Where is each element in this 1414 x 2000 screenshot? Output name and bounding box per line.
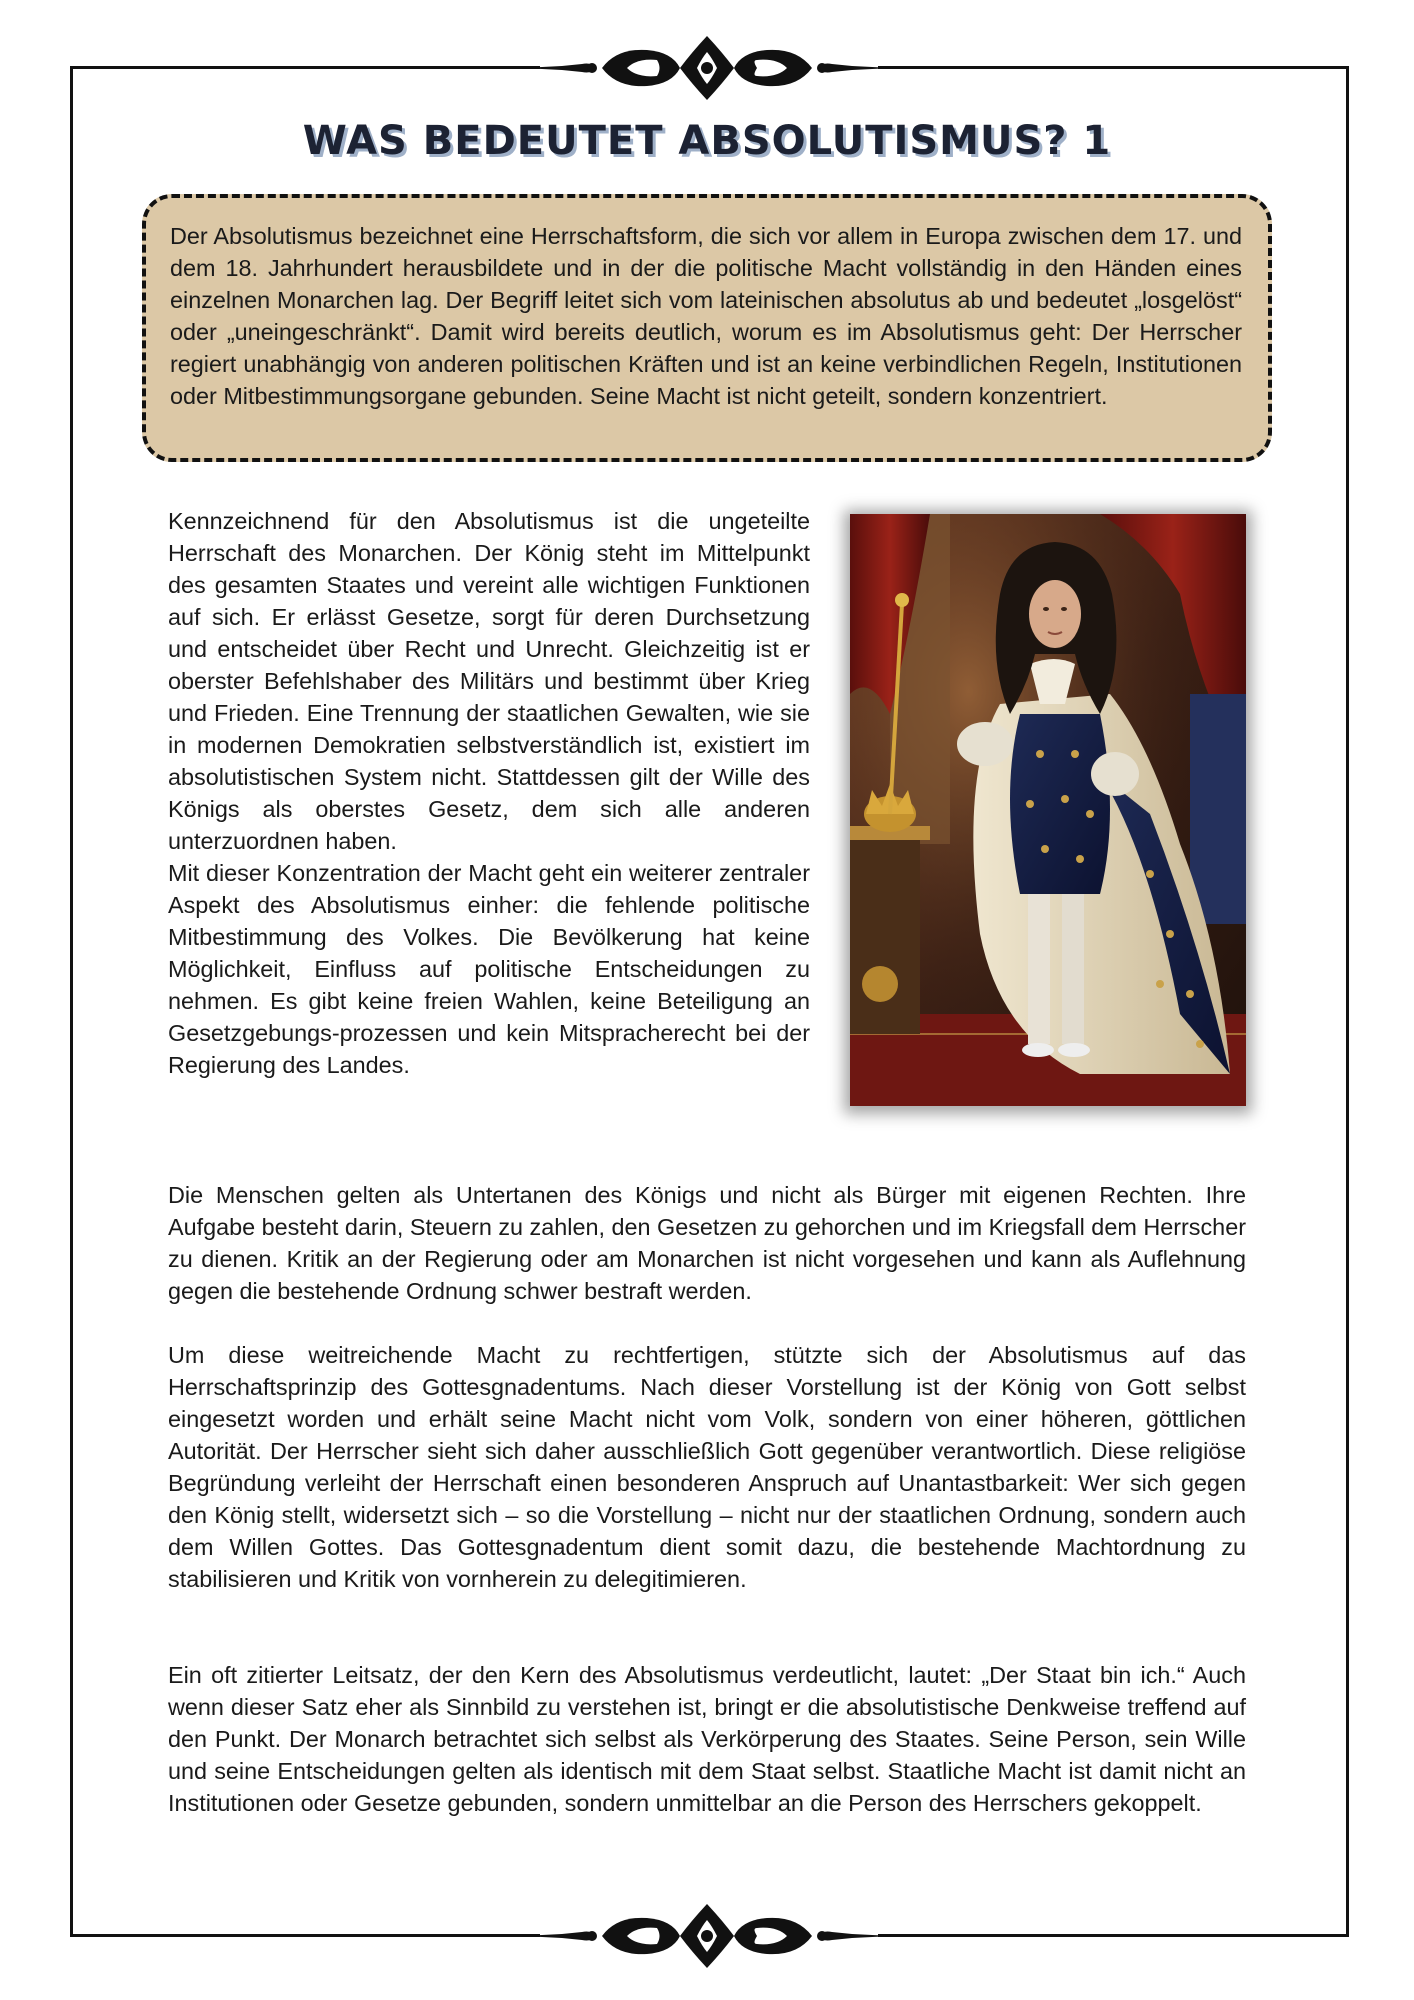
intro-text: Der Absolutismus bezeichnet eine Herrschaftsform, die sich vor allem in Europa zwischen dem 17. und dem 18. Jahrhundert herausbildete und in der die politische Macht vollständig in den Händen eines einzelnen Monarchen lag. Der Begriff leitet sich vom lateinischen absolutus ab und bedeutet „losgelöst“ oder „uneingeschränkt“. Damit wird bereits deutlich, worum es im Absolutismus geht: Der Herrscher regiert unabhängig von anderen politischen Kräften und ist an keine verbindlichen Regeln, Institutionen oder Mitbestimmungsorgane gebunden. Seine Macht ist nicht geteilt, sondern konzentriert. (170, 223, 1242, 409)
column-paragraph: Mit dieser Konzentration der Macht geht ein weiterer zentraler Aspekt des Absolutismus einher: die fehlende politische Mitbestimmung des Volkes. Die Bevölkerung hat keine Möglichkeit, Einfluss auf politische Entscheidungen zu nehmen. Es gibt keine freien Wahlen, keine Beteiligung an Gesetzgebungs-prozessen und kein Mitspracherecht bei der Regierung des Landes. (168, 860, 810, 1078)
king-portrait-image (850, 514, 1246, 1106)
paragraph: Ein oft zitierter Leitsatz, der den Kern des Absolutismus verdeutlicht, lautet: „Der Staat bin ich.“ Auch wenn dieser Satz eher als Sinnbild zu verstehen ist, bringt er die absolutistische Denkweise treffend auf den Punkt. Der Monarch betrachtet sich selbst als Verkörperung des Staates. Seine Person, sein Wille und seine Entscheidungen gelten als identisch mit dem Staat selbst. Staatliche Macht ist damit nicht an Institutionen oder Gesetze gebunden, sondern unmittelbar an die Person des Herrschers gekoppelt. (168, 1662, 1246, 1816)
frame-bottom-left (70, 1934, 540, 1937)
frame-top-right (878, 66, 1349, 69)
page-title: WAS BEDEUTET ABSOLUTISMUS? 1 (302, 118, 1112, 164)
frame-right (1346, 66, 1349, 1937)
baroque-flourish-icon (522, 28, 892, 108)
frame-top-left (70, 66, 540, 69)
frame-left (70, 66, 73, 1937)
king-portrait-illustration (850, 514, 1246, 1106)
paragraph: Die Menschen gelten als Untertanen des Königs und nicht als Bürger mit eigenen Rechten. Ihre Aufgabe besteht darin, Steuern zu zahlen, den Gesetzen zu gehorchen und im Kriegsfall dem Herrscher zu dienen. Kritik an der Regierung oder am Monarchen ist nicht vorgesehen und kann als Auflehnung gegen die bestehende Ordnung schwer bestraft werden. (168, 1182, 1246, 1304)
intro-box (142, 194, 1272, 462)
frame-bottom-right (878, 1934, 1349, 1937)
column-paragraph: Kennzeichnend für den Absolutismus ist die ungeteilte Herrschaft des Monarchen. Der König steht im Mittelpunkt des gesamten Staates und vereint alle wichtigen Funktionen auf sich. Er erlässt Gesetze, sorgt für deren Durchsetzung und entscheidet über Recht und Unrecht. Gleichzeitig ist er oberster Befehlshaber des Militärs und bestimmt über Krieg und Frieden. Eine Trennung der staatlichen Gewalten, wie sie in modernen Demokratien selbstverständlich ist, existiert im absolutistischen System nicht. Stattdessen gilt der Wille des Königs als oberstes Gesetz, dem sich alle anderen unterzuordnen haben. (168, 508, 810, 854)
column-text (168, 505, 810, 1081)
baroque-flourish-icon (522, 1896, 892, 1976)
paragraph: Um diese weitreichende Macht zu rechtfertigen, stützte sich der Absolutismus auf das Herrschaftsprinzip des Gottesgnadentums. Nach dieser Vorstellung ist der König von Gott selbst eingesetzt worden und erhält seine Macht nicht vom Volk, sondern von einer höheren, göttlichen Autorität. Der Herrscher sieht sich daher ausschließlich Gott gegenüber verantwortlich. Diese religiöse Begründung verleiht der Herrschaft einen besonderen Anspruch auf Unantastbarkeit: Wer sich gegen den König stellt, widersetzt sich – so die Vorstellung – nicht nur der staatlichen Ordnung, sondern auch dem Willen Gottes. Das Gottesgnadentum dient somit dazu, die bestehende Machtordnung zu stabilisieren und Kritik von vornherein zu delegitimieren. (168, 1342, 1246, 1592)
